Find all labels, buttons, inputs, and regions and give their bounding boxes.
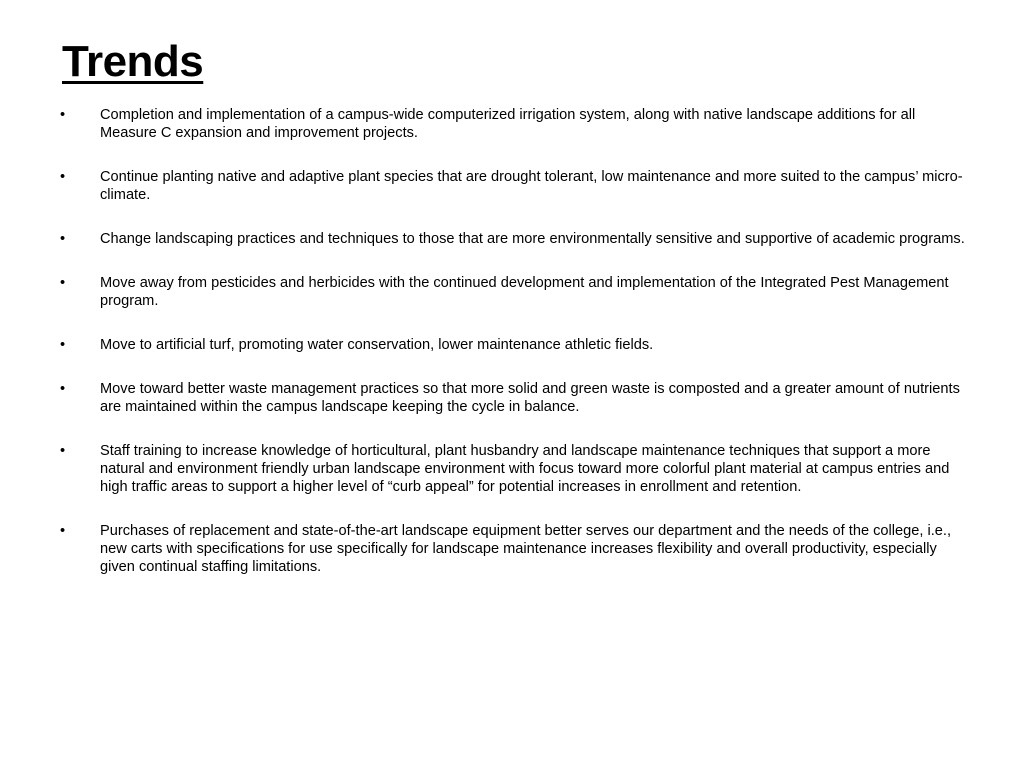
bullet-item	[0, 230, 1024, 248]
bullet-text: Continue planting native and adaptive plant species that are drought tolerant, low maintenance and more suited to the campus’ micro-climate.	[100, 169, 963, 203]
bullet-item	[0, 442, 1024, 496]
slide-title: Trends	[62, 37, 204, 86]
bullet-item	[0, 522, 1024, 576]
bullet-dot-icon: •	[60, 337, 66, 353]
bullet-item	[0, 336, 1024, 354]
bullet-item	[0, 274, 1024, 310]
bullet-dot-icon: •	[60, 381, 66, 397]
bullet-text: Move toward better waste management practices so that more solid and green waste is composted and a greater amount of nutrients are maintained within the campus landscape keeping the cycle in balance.	[100, 381, 960, 415]
bullet-text: Staff training to increase knowledge of horticultural, plant husbandry and landscape maintenance techniques that support a more natural and environment friendly urban landscape environment with focus toward more colorful plant material at campus entries and high traffic areas to support a higher level of “curb appeal” for potential increases in enrollment and retention.	[100, 443, 950, 495]
bullet-dot-icon: •	[60, 275, 66, 291]
bullet-dot-icon: •	[60, 443, 66, 459]
bullet-dot-icon: •	[60, 231, 66, 247]
bullet-dot-icon: •	[60, 169, 66, 185]
bullet-item	[0, 380, 1024, 416]
bullet-item	[0, 168, 1024, 204]
bullet-text: Move to artificial turf, promoting water conservation, lower maintenance athletic fields.	[100, 337, 654, 353]
bullet-text: Completion and implementation of a campus-wide computerized irrigation system, along with native landscape additions for all Measure C expansion and improvement projects.	[100, 107, 916, 141]
bullet-dot-icon: •	[60, 523, 66, 539]
bullet-text: Move away from pesticides and herbicides with the continued development and implementation of the Integrated Pest Management program.	[100, 275, 949, 309]
bullet-list	[0, 106, 1024, 602]
bullet-text: Purchases of replacement and state-of-the-art landscape equipment better serves our department and the needs of the college, i.e., new carts with specifications for use specifically for landscape maintenance increases flexibility and overall productivity, especially given continual staffing limitations.	[100, 523, 951, 575]
bullet-dot-icon: •	[60, 107, 66, 123]
bullet-item	[0, 106, 1024, 142]
bullet-text: Change landscaping practices and techniques to those that are more environmentally sensitive and supportive of academic programs.	[100, 231, 965, 247]
